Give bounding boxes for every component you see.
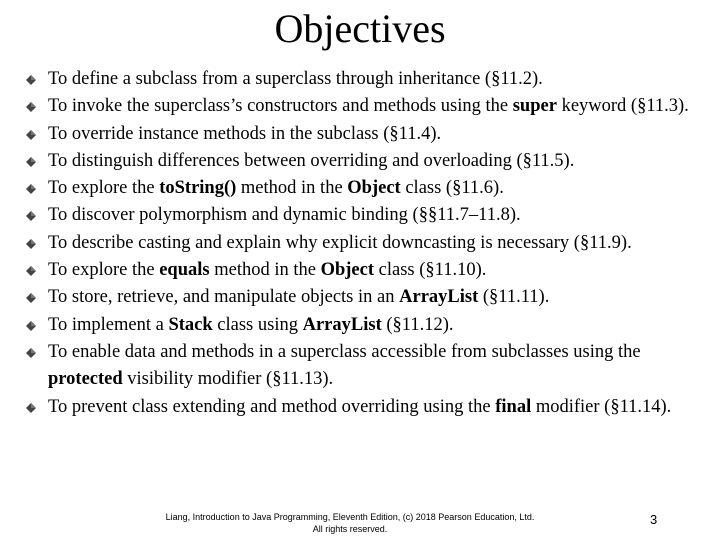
- diamond-bullet-icon: [26, 321, 36, 331]
- diamond-bullet-icon: [26, 239, 36, 249]
- keyword-text: final: [495, 396, 532, 417]
- footer-copyright: [130, 511, 570, 535]
- text-segment: To enable data and methods in a superclass accessible from subclasses using the: [48, 341, 641, 362]
- text-segment: keyword (§11.3).: [556, 96, 689, 117]
- text-segment: To define a subclass from a superclass through inheritance (§11.2).: [48, 69, 543, 89]
- diamond-bullet-icon: [26, 157, 36, 167]
- keyword-text: ArrayList: [399, 287, 479, 308]
- text-segment: method in the: [209, 260, 321, 281]
- slide-title: Objectives: [274, 6, 446, 51]
- footer-line-2: All rights reserved.: [312, 524, 388, 534]
- keyword-text: equals: [159, 260, 210, 281]
- keyword-text: toString(): [159, 178, 237, 199]
- objective-item: [26, 312, 706, 339]
- objective-text: [48, 124, 441, 144]
- diamond-bullet-icon: [26, 293, 36, 303]
- text-segment: class using: [212, 314, 303, 335]
- text-segment: method in the: [236, 178, 348, 199]
- objective-item: [26, 339, 706, 394]
- objective-item: [26, 175, 706, 202]
- text-segment: To override instance methods in the subclass (§11.4).: [48, 123, 442, 144]
- objective-text: [48, 178, 504, 198]
- objective-text: [48, 151, 574, 171]
- objective-item: [26, 257, 706, 284]
- text-segment: To prevent class extending and method overriding using the: [48, 396, 496, 417]
- objective-item: [26, 284, 706, 311]
- page-number: 3: [650, 512, 658, 527]
- text-segment: To distinguish differences between overriding and overloading (§11.5).: [48, 150, 575, 171]
- keyword-text: protected: [48, 369, 123, 390]
- text-segment: class (§11.10).: [374, 260, 487, 281]
- text-segment: To store, retrieve, and manipulate objects in an: [48, 287, 400, 308]
- objective-text: [48, 287, 549, 307]
- text-segment: To explore the: [48, 178, 160, 199]
- objective-text: [48, 233, 632, 253]
- objective-item: [26, 394, 706, 421]
- objective-text: [48, 342, 641, 389]
- objective-text: [48, 260, 486, 280]
- objective-item: [26, 66, 706, 93]
- objective-item: [26, 148, 706, 175]
- objective-text: [48, 315, 454, 335]
- text-segment: (§11.12).: [381, 314, 454, 335]
- objective-item: [26, 121, 706, 148]
- text-segment: To describe casting and explain why explicit downcasting is necessary (§11.9).: [48, 232, 632, 253]
- objectives-list: [26, 66, 706, 421]
- text-segment: To explore the: [48, 260, 160, 281]
- objective-item: [26, 93, 706, 120]
- keyword-text: Object: [347, 178, 401, 199]
- objective-text: [48, 397, 671, 417]
- objective-item: [26, 202, 706, 229]
- text-segment: To invoke the superclass’s constructors and methods using the: [48, 96, 513, 117]
- diamond-bullet-icon: [26, 403, 36, 413]
- text-segment: To discover polymorphism and dynamic binding (§§11.7–11.8).: [48, 205, 521, 226]
- keyword-text: Stack: [168, 314, 213, 335]
- diamond-bullet-icon: [26, 75, 36, 85]
- diamond-bullet-icon: [26, 184, 36, 194]
- objective-text: [48, 205, 521, 225]
- objective-text: [48, 96, 689, 116]
- keyword-text: super: [512, 96, 557, 117]
- text-segment: class (§11.6).: [400, 178, 504, 199]
- diamond-bullet-icon: [26, 102, 36, 112]
- text-segment: modifier (§11.14).: [531, 396, 672, 417]
- text-segment: visibility modifier (§11.13).: [122, 369, 334, 390]
- objective-item: [26, 230, 706, 257]
- objective-text: [48, 69, 543, 89]
- diamond-bullet-icon: [26, 266, 36, 276]
- text-segment: To implement a: [48, 314, 169, 335]
- keyword-text: Object: [320, 260, 375, 281]
- footer-line-1: Liang, Introduction to Java Programming, Eleventh Edition, (c) 2018 Pearson Education, Ltd.: [165, 512, 535, 522]
- diamond-bullet-icon: [26, 348, 36, 358]
- keyword-text: ArrayList: [302, 314, 382, 335]
- text-segment: (§11.11).: [478, 287, 550, 308]
- diamond-bullet-icon: [26, 211, 36, 221]
- diamond-bullet-icon: [26, 130, 36, 140]
